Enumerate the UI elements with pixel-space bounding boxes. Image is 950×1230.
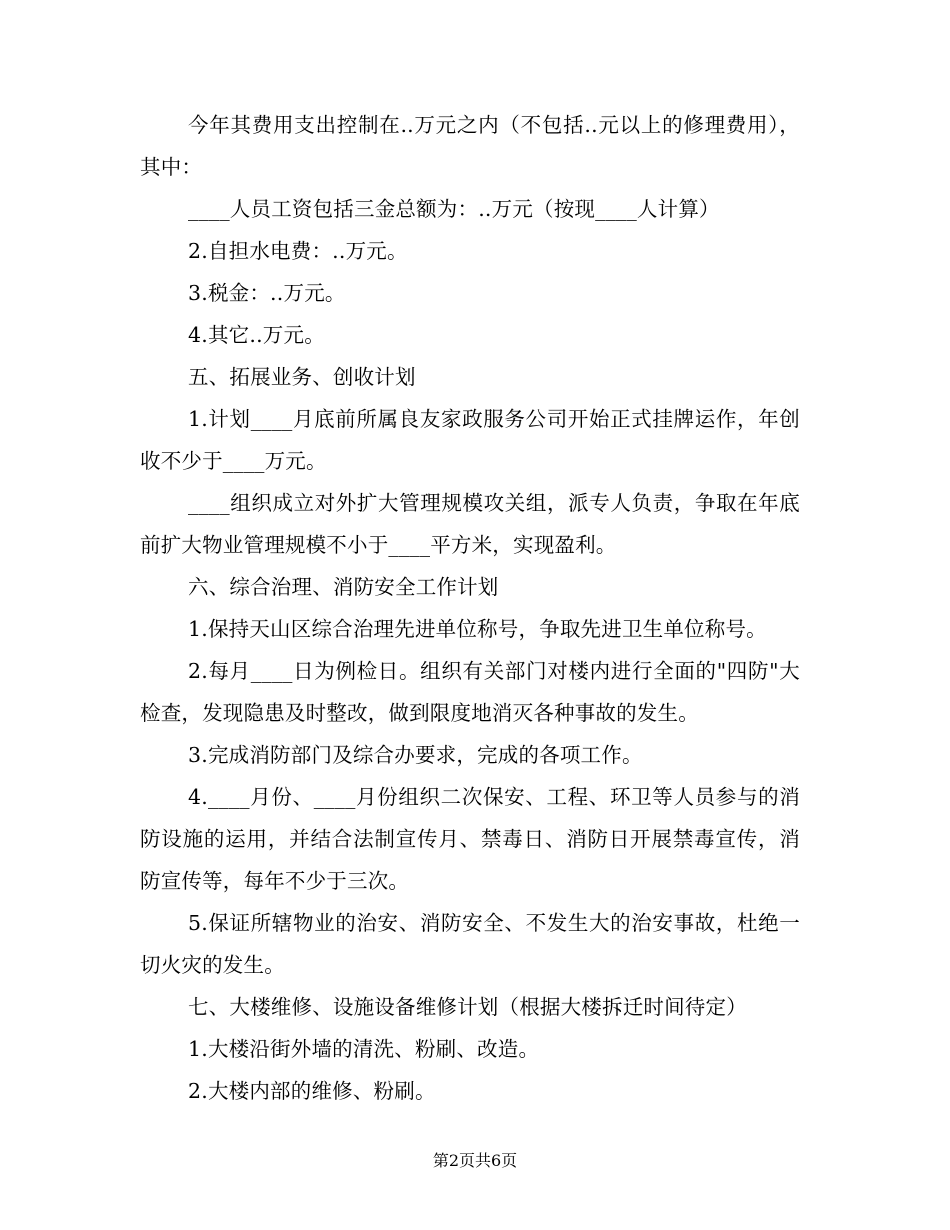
paragraph-housekeeping-company: 1.计划____月底前所属良友家政服务公司开始正式挂牌运作，年创收不少于____万元。 bbox=[140, 407, 800, 473]
paragraph-exterior-wall: 1.大楼沿街外墙的清洗、粉刷、改造。 bbox=[188, 1037, 540, 1061]
paragraph-budget-intro: 今年其费用支出控制在..万元之内（不包括..元以上的修理费用），其中： bbox=[140, 113, 800, 179]
page-number-footer: 第2页共6页 bbox=[432, 1151, 518, 1170]
document-body bbox=[140, 104, 800, 1112]
paragraph-utilities: 2.自担水电费：..万元。 bbox=[188, 239, 408, 263]
section-heading-maintenance: 七、大楼维修、设施设备维修计划（根据大楼拆迁时间待定） bbox=[188, 995, 747, 1019]
section-heading-business-expansion: 五、拓展业务、创收计划 bbox=[188, 365, 416, 389]
paragraph-honor-titles: 1.保持天山区综合治理先进单位称号，争取先进卫生单位称号。 bbox=[188, 617, 767, 641]
paragraph-management-expansion: ____组织成立对外扩大管理规模攻关组，派专人负责，争取在年底前扩大物业管理规模不小于____平方米，实现盈利。 bbox=[140, 491, 800, 557]
paragraph-interior-repair: 2.大楼内部的维修、粉刷。 bbox=[188, 1079, 436, 1103]
paragraph-security-guarantee: 5.保证所辖物业的治安、消防安全、不发生大的治安事故，杜绝一切火灾的发生。 bbox=[140, 911, 800, 977]
paragraph-fire-department-tasks: 3.完成消防部门及综合办要求，完成的各项工作。 bbox=[188, 743, 643, 767]
paragraph-monthly-inspection: 2.每月____日为例检日。组织有关部门对楼内进行全面的"四防"大检查，发现隐患及时整改，做到限度地消灭各种事故的发生。 bbox=[140, 659, 800, 725]
section-heading-safety: 六、综合治理、消防安全工作计划 bbox=[188, 575, 499, 599]
paragraph-other: 4.其它..万元。 bbox=[188, 323, 325, 347]
paragraph-fire-drills: 4.____月份、____月份组织二次保安、工程、环卫等人员参与的消防设施的运用，并结合法制宣传月、禁毒日、消防日开展禁毒宣传，消防宣传等，每年不少于三次。 bbox=[140, 785, 800, 893]
paragraph-staff-wages: ____人员工资包括三金总额为：..万元（按现____人计算） bbox=[188, 197, 720, 221]
paragraph-taxes: 3.税金：..万元。 bbox=[188, 281, 346, 305]
